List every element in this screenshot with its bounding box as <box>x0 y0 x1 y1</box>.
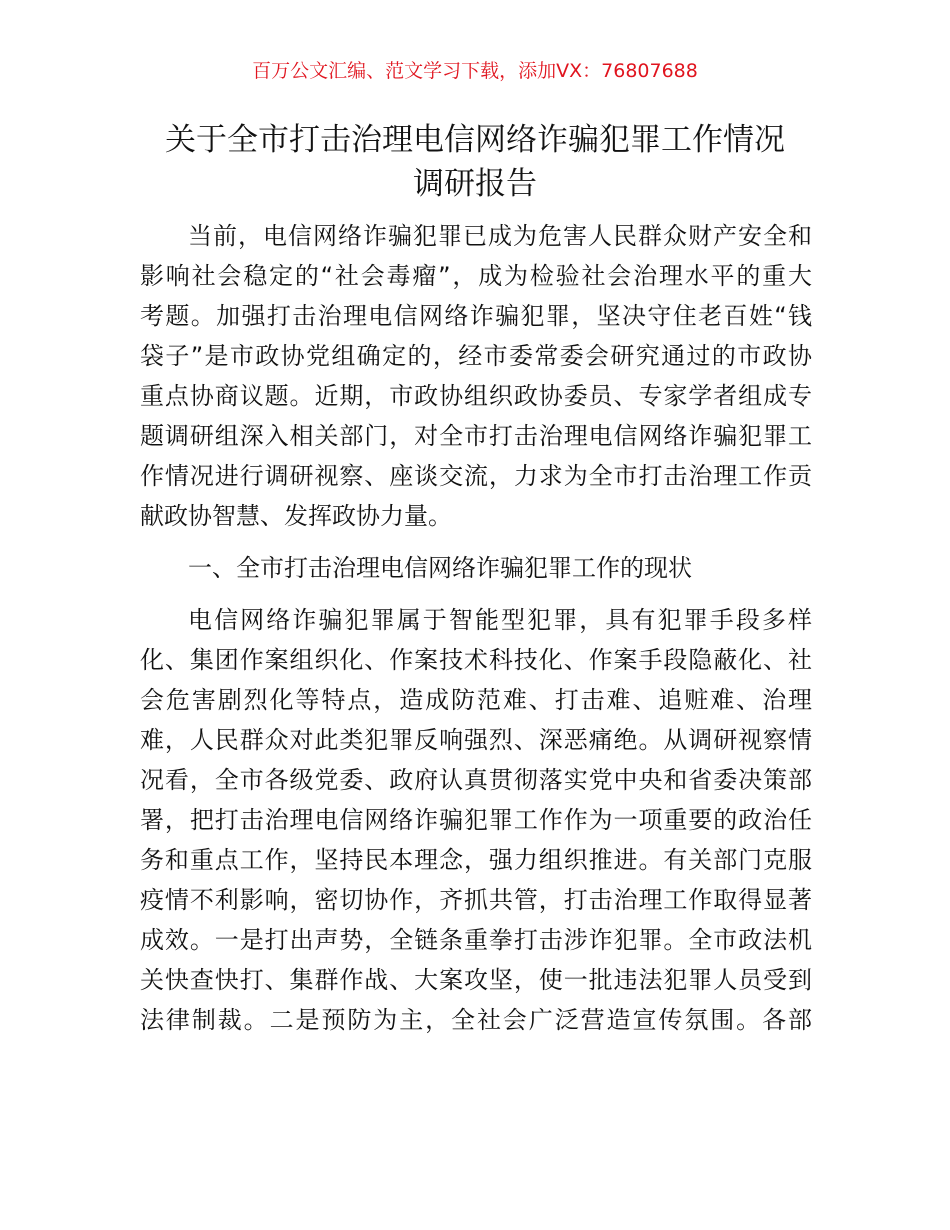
text-line: 题调研组深入相关部门，对全市打击治理电信网络诈骗犯罪工 <box>140 422 812 450</box>
text-line: 袋子”是市政协党组确定的，经市委常委会研究通过的市政协 <box>140 342 812 370</box>
text-line: 献政协智慧、发挥政协力量。 <box>140 502 452 530</box>
title-line-1: 关于全市打击治理电信网络诈骗犯罪工作情况 <box>165 122 785 158</box>
section-heading-1 <box>140 548 812 588</box>
text-line: 化、集团作案组织化、作案技术科技化、作案手段隐蔽化、社 <box>140 646 812 674</box>
text-line: 疫情不利影响，密切协作，齐抓共管，打击治理工作取得显著 <box>140 886 812 914</box>
document-title <box>80 118 870 206</box>
text-line: 务和重点工作，坚持民本理念，强力组织推进。有关部门克服 <box>140 846 812 874</box>
text-line: 署，把打击治理电信网络诈骗犯罪工作作为一项重要的政治任 <box>140 806 812 834</box>
text-line: 作情况进行调研视察、座谈交流，力求为全市打击治理工作贡 <box>140 462 812 490</box>
heading-line: 一、全市打击治理电信网络诈骗犯罪工作的现状 <box>188 554 692 582</box>
text-line: 重点协商议题。近期，市政协组织政协委员、专家学者组成专 <box>140 382 812 410</box>
paragraph-status <box>140 600 812 1040</box>
document-body <box>140 216 812 1052</box>
text-line: 法律制裁。二是预防为主，全社会广泛营造宣传氛围。各部 <box>140 1006 812 1034</box>
watermark-header: 百万公文汇编、范文学习下载，添加VX：76807688 <box>252 60 698 82</box>
text-line: 况看，全市各级党委、政府认真贯彻落实党中央和省委决策部 <box>140 766 812 794</box>
text-line: 考题。加强打击治理电信网络诈骗犯罪，坚决守住老百姓“钱 <box>140 302 812 330</box>
paragraph-intro <box>140 216 812 536</box>
text-line: 成效。一是打出声势，全链条重拳打击涉诈犯罪。全市政法机 <box>140 926 812 954</box>
text-line: 关快查快打、集群作战、大案攻坚，使一批违法犯罪人员受到 <box>140 966 812 994</box>
text-line: 难，人民群众对此类犯罪反响强烈、深恶痛绝。从调研视察情 <box>140 726 812 754</box>
text-line: 电信网络诈骗犯罪属于智能型犯罪，具有犯罪手段多样 <box>188 606 812 634</box>
title-line-2: 调研报告 <box>413 166 537 202</box>
text-line: 会危害剧烈化等特点，造成防范难、打击难、追赃难、治理 <box>140 686 812 714</box>
text-line: 当前，电信网络诈骗犯罪已成为危害人民群众财产安全和 <box>188 222 812 250</box>
text-line: 影响社会稳定的“社会毒瘤”，成为检验社会治理水平的重大 <box>140 262 812 290</box>
